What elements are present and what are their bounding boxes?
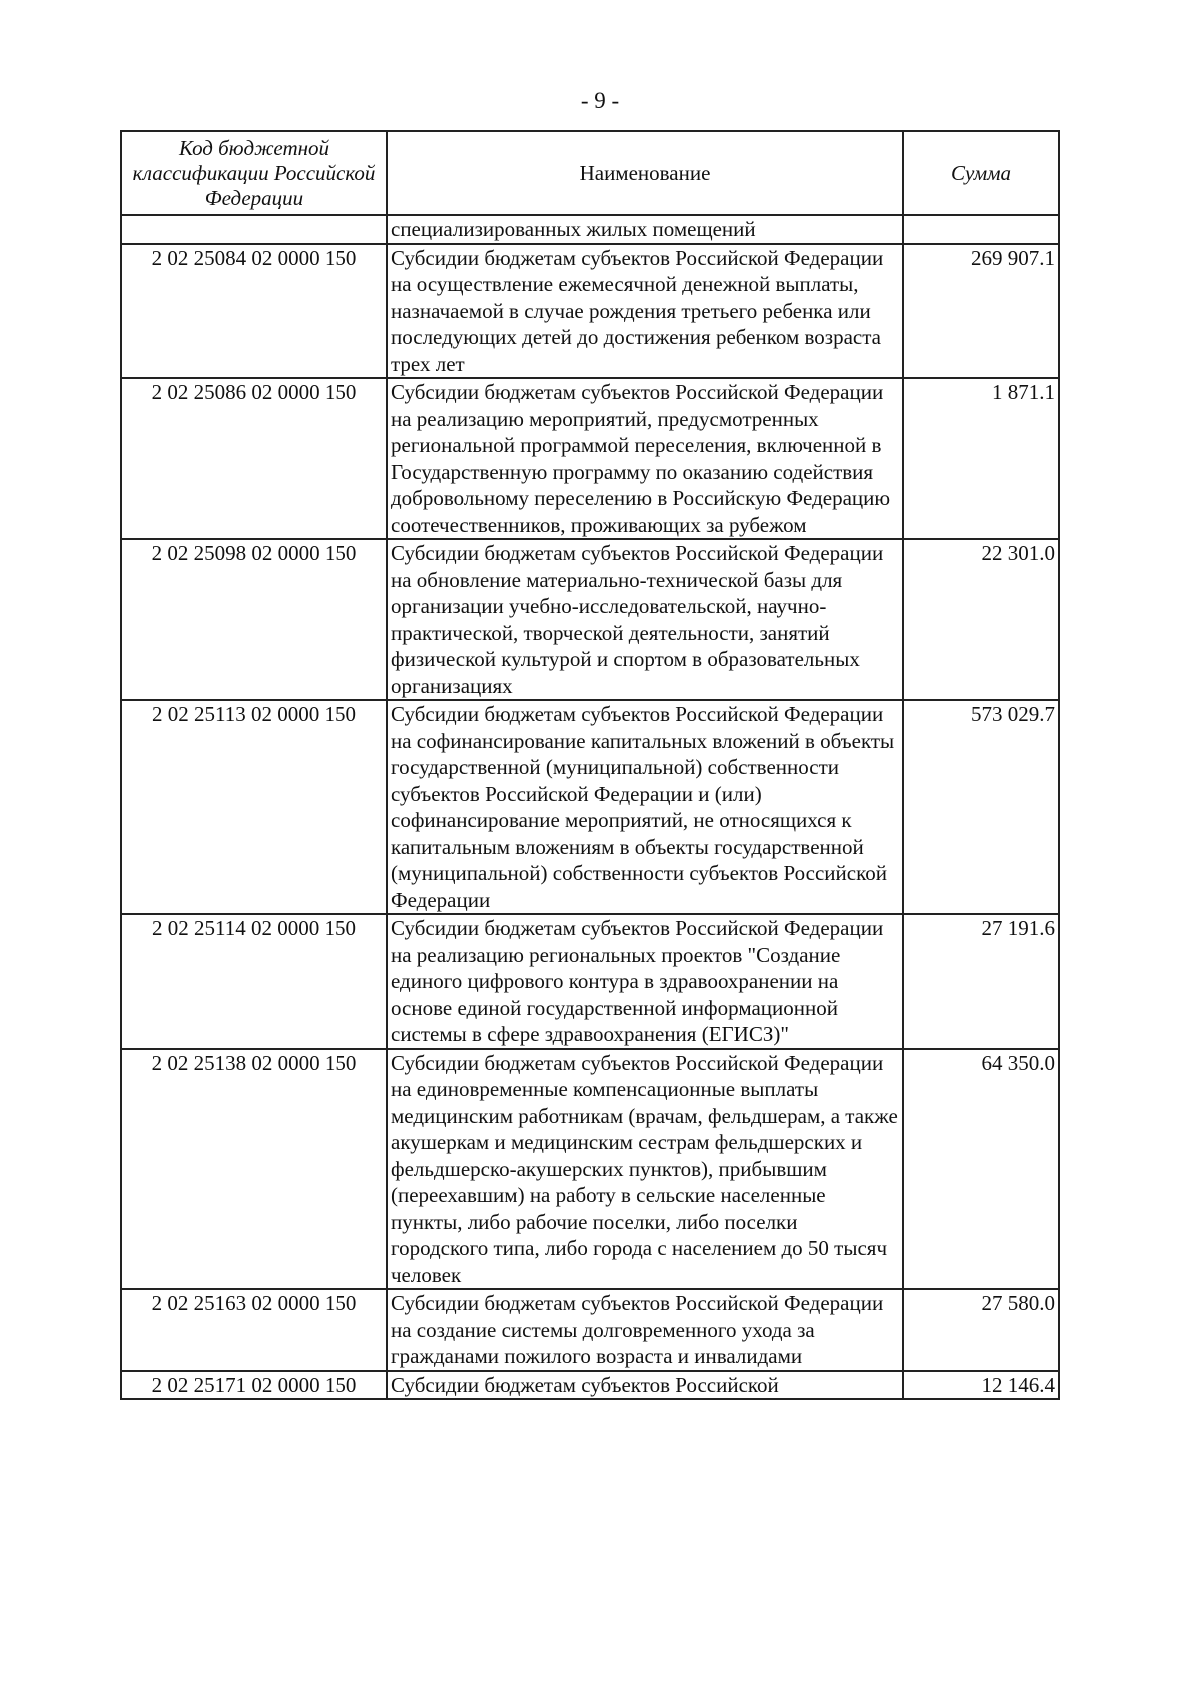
row-sum: 27 191.6: [903, 914, 1059, 1049]
table-row: [121, 1049, 1059, 1290]
continuation-sum-cell: [903, 215, 1059, 244]
table-header-row: [121, 131, 1059, 215]
row-name: Субсидии бюджетам субъектов Российской Федерации на реализацию мероприятий, предусмотренных региональной программой переселения, включенной в Государственную программу по оказанию содействия добровольному переселению в Российскую Федерацию соотечественников, проживающих за рубежом: [387, 378, 903, 539]
header-code: Код бюджетной классификации Российской Федерации: [121, 131, 387, 215]
row-name: Субсидии бюджетам субъектов Российской Федерации на создание системы долговременного ухода за гражданами пожилого возраста и инвалидами: [387, 1289, 903, 1371]
row-name: Субсидии бюджетам субъектов Российской Федерации на единовременные компенсационные выплаты медицинским работникам (врачам, фельдшерам, а также акушеркам и медицинским сестрам фельдшерских и фельдшерско-акушерских пунктов), прибывшим (переехавшим) на работу в сельские населенные пункты, либо рабочие поселки, либо поселки городского типа, либо города с населением до 50 тысяч человек: [387, 1049, 903, 1290]
row-code: 2 02 25113 02 0000 150: [121, 700, 387, 914]
row-code: 2 02 25163 02 0000 150: [121, 1289, 387, 1371]
table-row: [121, 244, 1059, 379]
row-sum: 1 871.1: [903, 378, 1059, 539]
row-sum: 269 907.1: [903, 244, 1059, 379]
continuation-row: [121, 215, 1059, 244]
table-row: [121, 1289, 1059, 1371]
row-code: 2 02 25086 02 0000 150: [121, 378, 387, 539]
row-code: 2 02 25114 02 0000 150: [121, 914, 387, 1049]
row-code: 2 02 25084 02 0000 150: [121, 244, 387, 379]
table-row: [121, 539, 1059, 700]
row-name: Субсидии бюджетам субъектов Российской Федерации на осуществление ежемесячной денежной выплаты, назначаемой в случае рождения третьего ребенка или последующих детей до достижения ребенком возраста трех лет: [387, 244, 903, 379]
header-sum: Сумма: [903, 131, 1059, 215]
row-sum: 573 029.7: [903, 700, 1059, 914]
table-row: [121, 914, 1059, 1049]
continuation-code-cell: [121, 215, 387, 244]
table-row: [121, 1371, 1059, 1400]
row-sum: 22 301.0: [903, 539, 1059, 700]
row-name: Субсидии бюджетам субъектов Российской: [387, 1371, 903, 1400]
table-row: [121, 700, 1059, 914]
row-code: 2 02 25171 02 0000 150: [121, 1371, 387, 1400]
row-sum: 12 146.4: [903, 1371, 1059, 1400]
row-name: Субсидии бюджетам субъектов Российской Федерации на реализацию региональных проектов "Создание единого цифрового контура в здравоохранении на основе единой государственной информационной системы в сфере здравоохранения (ЕГИСЗ)": [387, 914, 903, 1049]
row-name: Субсидии бюджетам субъектов Российской Федерации на софинансирование капитальных вложений в объекты государственной (муниципальной) собственности субъектов Российской Федерации и (или) софинансирование мероприятий, не относящихся к капитальным вложениям в объекты государственной (муниципальной) собственности субъектов Российской Федерации: [387, 700, 903, 914]
budget-table: [120, 130, 1060, 1400]
row-sum: 64 350.0: [903, 1049, 1059, 1290]
table-row: [121, 378, 1059, 539]
header-name: Наименование: [387, 131, 903, 215]
continuation-text: специализированных жилых помещений: [387, 215, 903, 244]
row-name: Субсидии бюджетам субъектов Российской Федерации на обновление материально-технической базы для организации учебно-исследовательской, научно-практической, творческой деятельности, занятий физической культурой и спортом в образовательных организациях: [387, 539, 903, 700]
row-code: 2 02 25098 02 0000 150: [121, 539, 387, 700]
row-code: 2 02 25138 02 0000 150: [121, 1049, 387, 1290]
row-sum: 27 580.0: [903, 1289, 1059, 1371]
page-number: - 9 -: [580, 88, 620, 113]
